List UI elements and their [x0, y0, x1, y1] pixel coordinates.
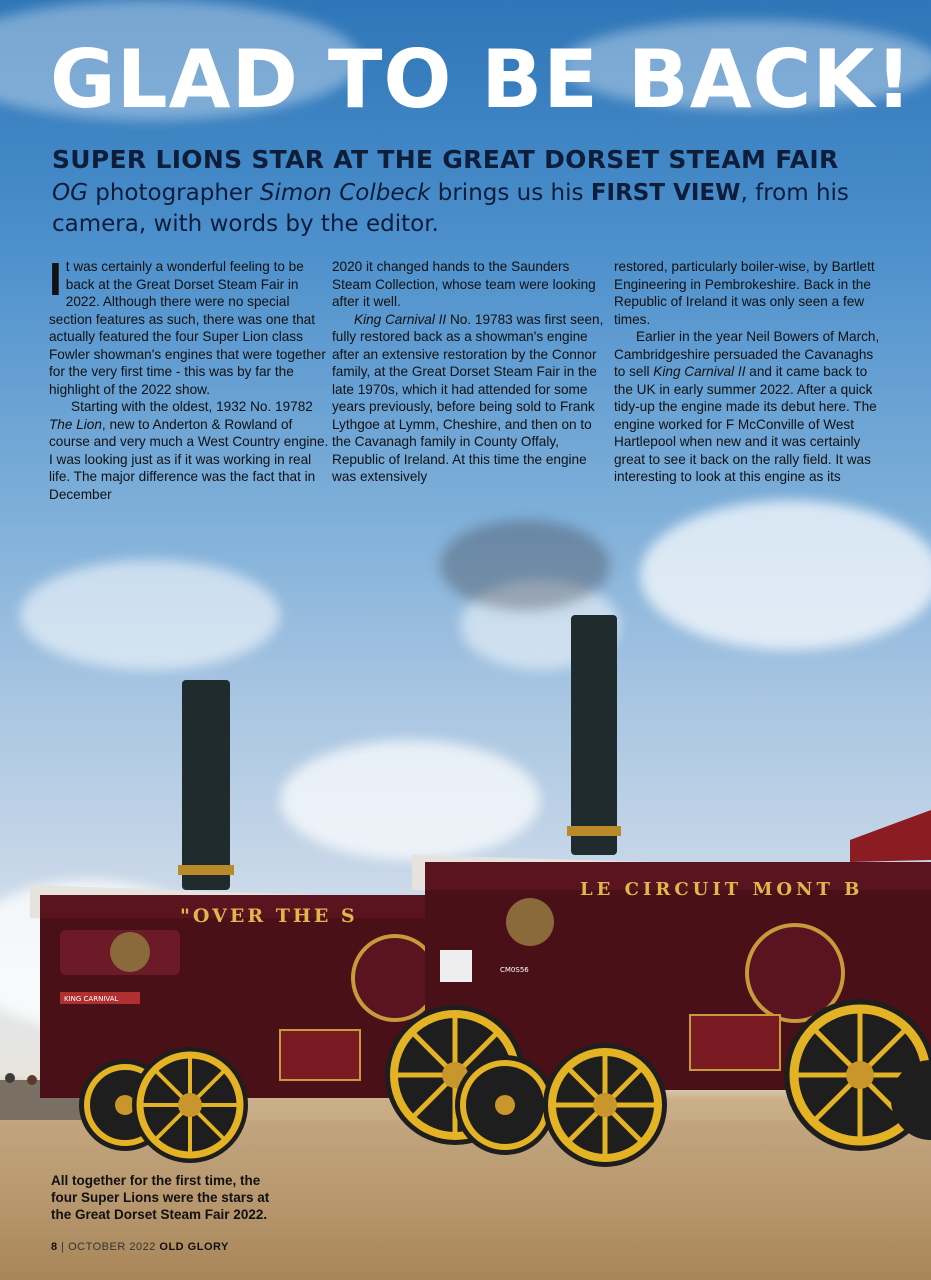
photo-caption: All together for the first time, the four Super Lions were the stars at the Great Dorset Steam Fair 2022. [51, 1173, 270, 1222]
wheel [543, 1043, 667, 1167]
paragraph: Earlier in the year Neil Bowers of March, Cambridgeshire persuaded the Cavanaghs to sell King Carnival II and it came back to the UK in early summer 2022. After a quick tidy-up the engine made its debut here. The engine worked for F McConville of West Hartlepool when new and it was certainly great to see it back on the rally field. It was interesting to look at this engine as its [614, 329, 880, 484]
engine1-sign: "OVER THE S [180, 905, 358, 927]
wheel [455, 1055, 555, 1155]
wheel [132, 1047, 248, 1163]
paragraph: 2020 it changed hands to the Saunders Steam Collection, whose team were looking after it well. [332, 259, 596, 309]
chimney [182, 680, 230, 890]
engine-king-carnival-ii [385, 615, 931, 1167]
issue-date: OCTOBER 2022 [68, 1241, 160, 1253]
subhead: SUPER LIONS STAR AT THE GREAT DORSET STEAM FAIR [52, 145, 839, 174]
paragraph: It was certainly a wonderful feeling to be back at the Great Dorset Steam Fair in 2022. Although there were no special section features as such, there was one that actually featured the four Super Lion class Fowler showman's engines that were together for the very first time - this was by far the highlight of the 2022 show. [49, 253, 326, 397]
page-footer: 8 | OCTOBER 2022 OLD GLORY [51, 1241, 229, 1253]
body-column-1 [49, 253, 329, 503]
headline: GLAD TO BE BACK! [50, 33, 913, 126]
steam-engines-photo [0, 600, 931, 1200]
magazine-name: OLD GLORY [159, 1241, 229, 1253]
page-number: 8 [51, 1241, 58, 1253]
og-abbrev: OG [52, 180, 88, 206]
photographer-name: Simon Colbeck [259, 180, 431, 206]
engine2-plate: CM0S56 [500, 966, 529, 974]
body-column-3 [614, 258, 884, 486]
drop-cap: I [49, 253, 62, 305]
engine1-plate: KING CARNIVAL [64, 995, 119, 1003]
standfirst: OG photographer Simon Colbeck brings us his FIRST VIEW, from his camera, with words by the editor. [52, 180, 849, 237]
paragraph: Starting with the oldest, 1932 No. 19782 The Lion, new to Anderton & Rowland of course and very much a West Country engine. I was looking just as if it was working in real life. The major difference was the fact that in December [49, 399, 329, 502]
smoke-plume [440, 520, 610, 610]
engine2-sign: LE CIRCUIT MONT B [580, 879, 864, 900]
body-column-2 [332, 258, 604, 486]
chimney [571, 615, 617, 855]
first-view: FIRST VIEW [590, 180, 741, 206]
paragraph: restored, particularly boiler-wise, by Bartlett Engineering in Pembrokeshire. Back in the Republic of Ireland it was only seen a few times. [614, 259, 875, 327]
paragraph: King Carnival II No. 19783 was first seen, fully restored back as a showman's engine after an extensive restoration by the Connor family, at the Great Dorset Steam Fair in the late 1970s, which it had attended for some years previously, before being sold to Frank Lythgoe at Lymm, Cheshire, and then on to the Cavanagh family in County Offaly, Republic of Ireland. At this time the engine was extensively [332, 311, 604, 484]
